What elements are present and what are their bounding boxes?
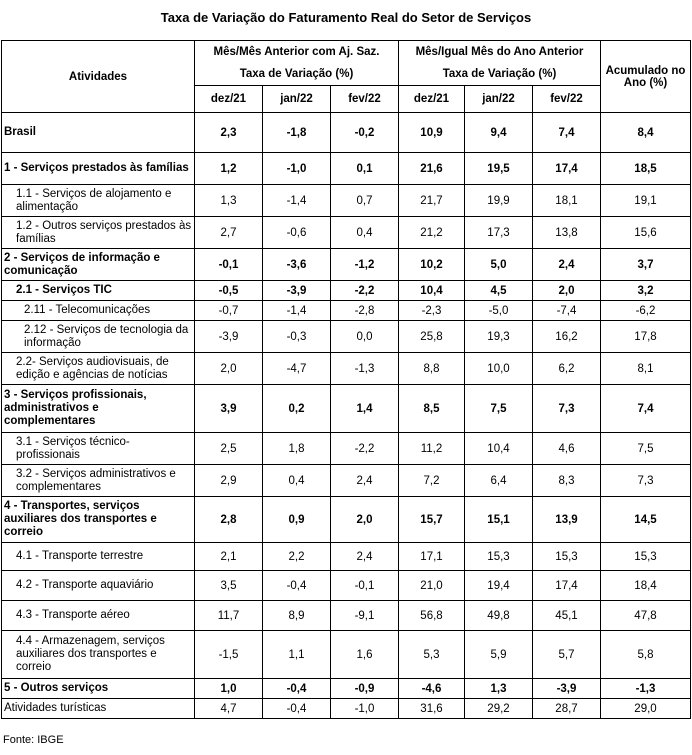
value-cell: 3,9 bbox=[195, 385, 263, 433]
value-cell: 17,1 bbox=[399, 543, 465, 571]
value-cell: 0,0 bbox=[331, 321, 399, 353]
value-cell: 10,9 bbox=[399, 113, 465, 153]
value-cell: -2,2 bbox=[331, 433, 399, 465]
value-cell: -2,8 bbox=[331, 301, 399, 321]
value-cell: 1,3 bbox=[465, 679, 533, 699]
value-cell: 7,3 bbox=[533, 385, 601, 433]
header-group2-line1: Mês/Igual Mês do Ano Anterior bbox=[399, 41, 601, 64]
value-cell: -0,2 bbox=[331, 113, 399, 153]
value-cell: 7,3 bbox=[601, 465, 691, 497]
table-row bbox=[2, 185, 691, 217]
activity-name: 3.1 - Serviços técnico-profissionais bbox=[2, 433, 195, 465]
activity-name: 2.2- Serviços audiovisuais, de edição e agências de notícias bbox=[2, 353, 195, 385]
value-cell: -0,7 bbox=[195, 301, 263, 321]
value-cell: -4,6 bbox=[399, 679, 465, 699]
value-cell: 11,7 bbox=[195, 601, 263, 631]
value-cell: 8,5 bbox=[399, 385, 465, 433]
value-cell: -0,1 bbox=[195, 249, 263, 281]
value-cell: 15,7 bbox=[399, 497, 465, 543]
value-cell: 15,1 bbox=[465, 497, 533, 543]
value-cell: 18,5 bbox=[601, 153, 691, 185]
table-row bbox=[2, 217, 691, 249]
value-cell: -0,3 bbox=[263, 321, 331, 353]
value-cell: 1,0 bbox=[195, 679, 263, 699]
value-cell: 5,7 bbox=[533, 631, 601, 679]
value-cell: 0,7 bbox=[331, 185, 399, 217]
value-cell: 2,9 bbox=[195, 465, 263, 497]
value-cell: 0,4 bbox=[263, 465, 331, 497]
table-row bbox=[2, 249, 691, 281]
activity-name: 3 - Serviços profissionais, administrativos e complementares bbox=[2, 385, 195, 433]
value-cell: -0,4 bbox=[263, 699, 331, 719]
value-cell: 1,4 bbox=[331, 385, 399, 433]
value-cell: 10,2 bbox=[399, 249, 465, 281]
table-row bbox=[2, 497, 691, 543]
value-cell: -1,0 bbox=[263, 153, 331, 185]
table-row bbox=[2, 433, 691, 465]
value-cell: 10,4 bbox=[465, 433, 533, 465]
header-month: dez/21 bbox=[195, 86, 263, 113]
value-cell: 19,5 bbox=[465, 153, 533, 185]
value-cell: 0,9 bbox=[263, 497, 331, 543]
value-cell: 19,3 bbox=[465, 321, 533, 353]
value-cell: 8,4 bbox=[601, 113, 691, 153]
value-cell: 2,0 bbox=[533, 281, 601, 301]
value-cell: 28,7 bbox=[533, 699, 601, 719]
value-cell: 8,3 bbox=[533, 465, 601, 497]
value-cell: 29,2 bbox=[465, 699, 533, 719]
activity-name: 1 - Serviços prestados às famílias bbox=[2, 153, 195, 185]
services-revenue-table bbox=[1, 40, 691, 719]
value-cell: 21,7 bbox=[399, 185, 465, 217]
header-group1-line2: Taxa de Variação (%) bbox=[195, 63, 399, 86]
value-cell: 11,2 bbox=[399, 433, 465, 465]
value-cell: -3,9 bbox=[195, 321, 263, 353]
activity-name: Brasil bbox=[2, 113, 195, 153]
value-cell: 3,2 bbox=[601, 281, 691, 301]
value-cell: 56,8 bbox=[399, 601, 465, 631]
value-cell: -0,9 bbox=[331, 679, 399, 699]
value-cell: -3,9 bbox=[263, 281, 331, 301]
value-cell: 10,4 bbox=[399, 281, 465, 301]
table-body bbox=[2, 113, 691, 719]
value-cell: 8,8 bbox=[399, 353, 465, 385]
value-cell: 5,3 bbox=[399, 631, 465, 679]
value-cell: 2,7 bbox=[195, 217, 263, 249]
value-cell: 45,1 bbox=[533, 601, 601, 631]
value-cell: 2,4 bbox=[331, 465, 399, 497]
header-group1-line1: Mês/Mês Anterior com Aj. Saz. bbox=[195, 41, 399, 64]
value-cell: -1,5 bbox=[195, 631, 263, 679]
value-cell: 7,5 bbox=[601, 433, 691, 465]
value-cell: 15,3 bbox=[601, 543, 691, 571]
header-month: jan/22 bbox=[263, 86, 331, 113]
table-row bbox=[2, 465, 691, 497]
header-month: fev/22 bbox=[331, 86, 399, 113]
value-cell: 7,5 bbox=[465, 385, 533, 433]
value-cell: 2,0 bbox=[195, 353, 263, 385]
value-cell: -3,9 bbox=[533, 679, 601, 699]
value-cell: -9,1 bbox=[331, 601, 399, 631]
value-cell: 2,5 bbox=[195, 433, 263, 465]
value-cell: -5,0 bbox=[465, 301, 533, 321]
header-month: dez/21 bbox=[399, 86, 465, 113]
value-cell: -7,4 bbox=[533, 301, 601, 321]
activity-name: 4.3 - Transporte aéreo bbox=[2, 601, 195, 631]
value-cell: -0,4 bbox=[263, 679, 331, 699]
value-cell: 18,1 bbox=[533, 185, 601, 217]
value-cell: 18,4 bbox=[601, 571, 691, 601]
value-cell: 0,4 bbox=[331, 217, 399, 249]
header-month: fev/22 bbox=[533, 86, 601, 113]
activity-name: 4 - Transportes, serviços auxiliares dos transportes e correio bbox=[2, 497, 195, 543]
table-row bbox=[2, 385, 691, 433]
value-cell: -0,1 bbox=[331, 571, 399, 601]
table-row bbox=[2, 571, 691, 601]
value-cell: 2,3 bbox=[195, 113, 263, 153]
value-cell: 47,8 bbox=[601, 601, 691, 631]
value-cell: 2,1 bbox=[195, 543, 263, 571]
value-cell: 17,4 bbox=[533, 571, 601, 601]
value-cell: -3,6 bbox=[263, 249, 331, 281]
value-cell: 7,4 bbox=[533, 113, 601, 153]
value-cell: -6,2 bbox=[601, 301, 691, 321]
value-cell: 4,7 bbox=[195, 699, 263, 719]
activity-name: 2 - Serviços de informação e comunicação bbox=[2, 249, 195, 281]
table-row bbox=[2, 113, 691, 153]
activity-name: 4.4 - Armazenagem, serviços auxiliares dos transportes e correio bbox=[2, 631, 195, 679]
value-cell: 49,8 bbox=[465, 601, 533, 631]
activity-name: 4.2 - Transporte aquaviário bbox=[2, 571, 195, 601]
value-cell: 13,9 bbox=[533, 497, 601, 543]
value-cell: 3,7 bbox=[601, 249, 691, 281]
value-cell: 19,1 bbox=[601, 185, 691, 217]
value-cell: 0,2 bbox=[263, 385, 331, 433]
value-cell: 8,1 bbox=[601, 353, 691, 385]
value-cell: -2,2 bbox=[331, 281, 399, 301]
table-row bbox=[2, 153, 691, 185]
value-cell: -1,8 bbox=[263, 113, 331, 153]
table-row bbox=[2, 301, 691, 321]
header-month: jan/22 bbox=[465, 86, 533, 113]
value-cell: 15,6 bbox=[601, 217, 691, 249]
value-cell: 2,4 bbox=[331, 543, 399, 571]
activity-name: 2.12 - Serviços de tecnologia da informação bbox=[2, 321, 195, 353]
value-cell: 4,5 bbox=[465, 281, 533, 301]
value-cell: 19,4 bbox=[465, 571, 533, 601]
activity-name: 3.2 - Serviços administrativos e complementares bbox=[2, 465, 195, 497]
value-cell: 1,6 bbox=[331, 631, 399, 679]
table-row bbox=[2, 543, 691, 571]
table-row bbox=[2, 353, 691, 385]
value-cell: 8,9 bbox=[263, 601, 331, 631]
value-cell: 1,1 bbox=[263, 631, 331, 679]
header-acumulado: Acumulado no Ano (%) bbox=[601, 41, 691, 113]
value-cell: -1,3 bbox=[601, 679, 691, 699]
source-note: Fonte: IBGE bbox=[3, 734, 64, 746]
table-row bbox=[2, 679, 691, 699]
value-cell: 17,8 bbox=[601, 321, 691, 353]
value-cell: -1,0 bbox=[331, 699, 399, 719]
activity-name: 2.1 - Serviços TIC bbox=[2, 281, 195, 301]
value-cell: 5,8 bbox=[601, 631, 691, 679]
value-cell: 7,4 bbox=[601, 385, 691, 433]
value-cell: -0,5 bbox=[195, 281, 263, 301]
activity-name: Atividades turísticas bbox=[2, 699, 195, 719]
value-cell: 25,8 bbox=[399, 321, 465, 353]
value-cell: 2,2 bbox=[263, 543, 331, 571]
table-row bbox=[2, 601, 691, 631]
value-cell: 1,3 bbox=[195, 185, 263, 217]
activity-name: 4.1 - Transporte terrestre bbox=[2, 543, 195, 571]
value-cell: -4,7 bbox=[263, 353, 331, 385]
value-cell: 17,4 bbox=[533, 153, 601, 185]
header-group2-line2: Taxa de Variação (%) bbox=[399, 63, 601, 86]
value-cell: 2,8 bbox=[195, 497, 263, 543]
value-cell: 16,2 bbox=[533, 321, 601, 353]
value-cell: 5,9 bbox=[465, 631, 533, 679]
activity-name: 2.11 - Telecomunicações bbox=[2, 301, 195, 321]
value-cell: 9,4 bbox=[465, 113, 533, 153]
value-cell: 29,0 bbox=[601, 699, 691, 719]
value-cell: 14,5 bbox=[601, 497, 691, 543]
value-cell: 21,2 bbox=[399, 217, 465, 249]
table-row bbox=[2, 699, 691, 719]
value-cell: 5,0 bbox=[465, 249, 533, 281]
value-cell: 31,6 bbox=[399, 699, 465, 719]
table-title: Taxa de Variação do Faturamento Real do Setor de Serviços bbox=[160, 10, 532, 25]
header-atividades: Atividades bbox=[2, 41, 195, 113]
value-cell: 15,3 bbox=[533, 543, 601, 571]
value-cell: 19,9 bbox=[465, 185, 533, 217]
value-cell: -0,6 bbox=[263, 217, 331, 249]
value-cell: 21,0 bbox=[399, 571, 465, 601]
activity-name: 5 - Outros serviços bbox=[2, 679, 195, 699]
value-cell: 21,6 bbox=[399, 153, 465, 185]
value-cell: -1,3 bbox=[331, 353, 399, 385]
table-row bbox=[2, 281, 691, 301]
value-cell: 0,1 bbox=[331, 153, 399, 185]
value-cell: 3,5 bbox=[195, 571, 263, 601]
value-cell: 13,8 bbox=[533, 217, 601, 249]
table-row bbox=[2, 321, 691, 353]
value-cell: 6,2 bbox=[533, 353, 601, 385]
value-cell: -1,4 bbox=[263, 301, 331, 321]
value-cell: -0,4 bbox=[263, 571, 331, 601]
value-cell: 4,6 bbox=[533, 433, 601, 465]
value-cell: -1,4 bbox=[263, 185, 331, 217]
value-cell: 10,0 bbox=[465, 353, 533, 385]
value-cell: 15,3 bbox=[465, 543, 533, 571]
value-cell: 1,2 bbox=[195, 153, 263, 185]
value-cell: 1,8 bbox=[263, 433, 331, 465]
value-cell: 6,4 bbox=[465, 465, 533, 497]
value-cell: 2,4 bbox=[533, 249, 601, 281]
value-cell: -2,3 bbox=[399, 301, 465, 321]
value-cell: 2,0 bbox=[331, 497, 399, 543]
activity-name: 1.1 - Serviços de alojamento e alimentação bbox=[2, 185, 195, 217]
value-cell: 7,2 bbox=[399, 465, 465, 497]
activity-name: 1.2 - Outros serviços prestados às famílias bbox=[2, 217, 195, 249]
table-row bbox=[2, 631, 691, 679]
value-cell: 17,3 bbox=[465, 217, 533, 249]
value-cell: -1,2 bbox=[331, 249, 399, 281]
